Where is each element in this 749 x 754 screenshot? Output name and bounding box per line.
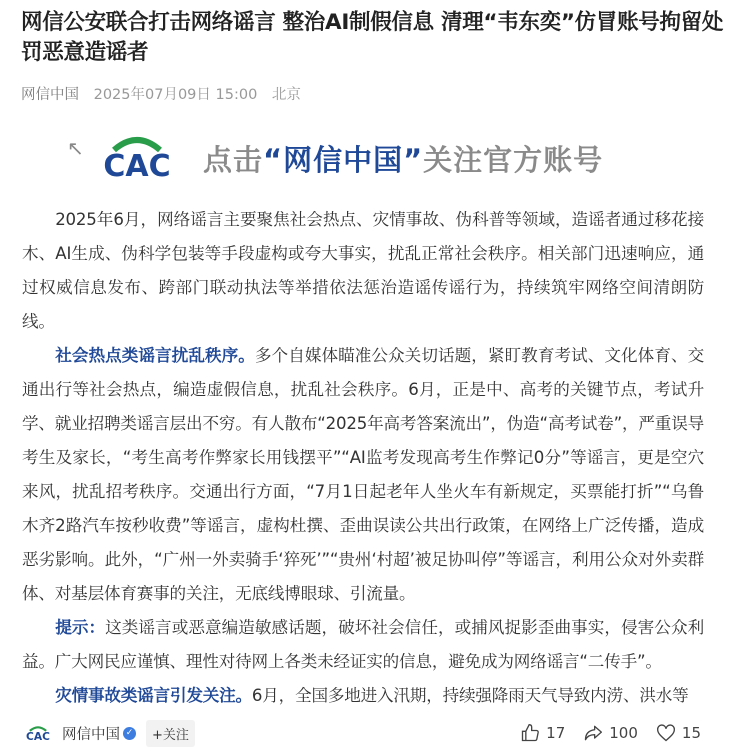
share-button[interactable]: 100 — [583, 723, 638, 743]
paragraph: 灾情事故类谣言引发关注。6月，全国多地进入汛期，持续强降雨天气导致内涝、洪水等 — [55, 686, 689, 705]
account-name[interactable]: 网信中国 — [62, 726, 120, 743]
article-title: 网信公安联合打击网络谣言 整治AI制假信息 清理“韦东奕”仿冒账号拘留处罚恶意造谣者 — [21, 10, 724, 65]
paragraph: 2025年6月，网络谣言主要聚焦社会热点、灾情事故、伪科普等领域，造谣者通过移花接木、AI生成、伪科学包装等手段虚构或夸大事实，扰乱正常社会秩序。相关部门迅速响应，通过权威信息发布、跨部门联动执法等举措依法惩治造谣传谣行为，持续筑牢网络空间清朗防线。 — [22, 210, 704, 331]
like-button[interactable]: 17 — [520, 723, 565, 743]
paragraph: 提示：这类谣言或恶意编造敏感话题，破坏社会信任，或捕风捉影歪曲事实，侵害公众利益。广大网民应谨慎、理性对待网上各类未经证实的信息，避免成为网络谣言“二传手”。 — [22, 618, 704, 671]
svg-text:CAC: CAC — [26, 730, 50, 743]
publish-date: 2025年07月09日 15:00 — [93, 87, 258, 103]
location: 北京 — [271, 87, 301, 103]
banner-text: 点击“网信中国”关注官方账号 — [203, 143, 604, 177]
paragraph: 社会热点类谣言扰乱秩序。多个自媒体瞄准公众关切话题，紧盯教育考试、文化体育、交通出行等社会热点，编造虚假信息，扰乱社会秩序。6月，正是中、高考的关键节点，考试升学、就业招聘类谣言层出不穷。有人散布“2025年高考答案流出”，伪造“高考试卷”，严重误导考生及家长，“考生高考作弊家长用钱摆平”“AI监考发现高考生作弊记0分”等谣言，更是空穴来风，扰乱招考秩序。交通出行方面，“7月1日起老年人坐火车有新规定，买票能打折”“乌鲁木齐2路汽车按秒收费”等谣言，虚构杜撰、歪曲误读公共出行政策，在网络上广泛传播，造成恶劣影响。此外，“广州一外卖骑手‘猝死’”“贵州‘村超’被足协叫停”等谣言，利用公众对外卖群体、对基层体育赛事的关注，无底线博眼球、引流量。 — [22, 346, 704, 603]
source-link[interactable]: 网信中国 — [21, 87, 79, 103]
article-body — [22, 203, 704, 713]
follow-button[interactable]: +关注 — [146, 720, 195, 747]
cac-logo-icon — [92, 132, 182, 180]
account-avatar-icon[interactable] — [22, 723, 54, 743]
verified-icon: ✓ — [123, 727, 136, 740]
thumbs-up-icon — [520, 723, 540, 743]
article-meta — [21, 83, 311, 104]
svg-text:CAC: CAC — [103, 149, 171, 180]
favorite-button[interactable]: 15 — [656, 723, 701, 743]
cursor-icon: ↖ — [67, 136, 84, 160]
heart-icon — [656, 723, 676, 743]
bottom-bar — [0, 712, 749, 754]
share-icon — [583, 723, 603, 743]
